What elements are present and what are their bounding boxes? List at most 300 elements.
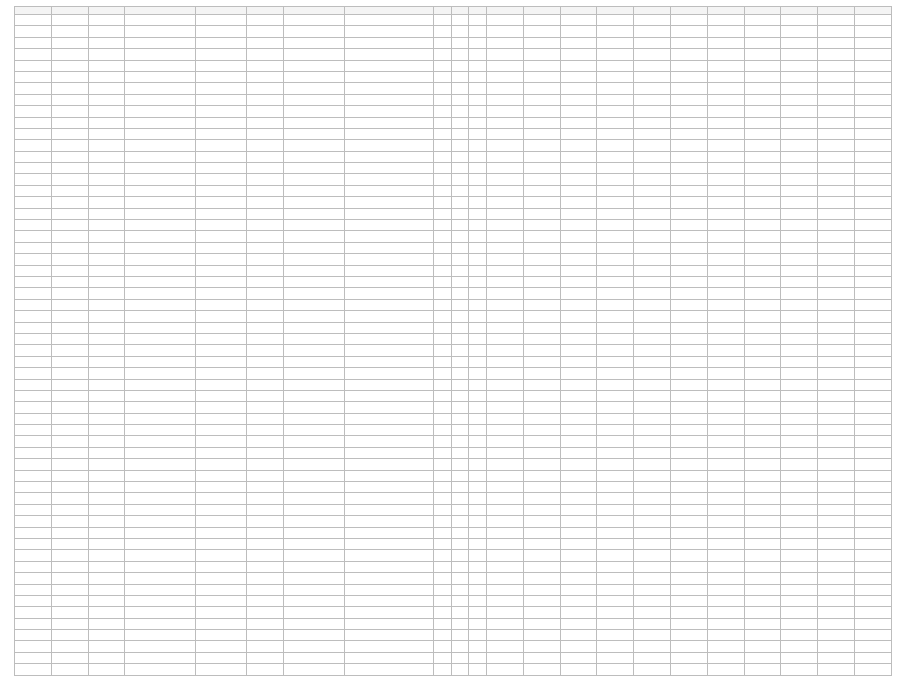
table-cell — [195, 265, 246, 276]
table-cell — [597, 254, 634, 265]
table-cell — [560, 254, 597, 265]
table-cell — [781, 220, 818, 231]
table-cell — [560, 459, 597, 470]
table-cell — [451, 117, 469, 128]
table-cell — [88, 436, 125, 447]
table-cell — [451, 128, 469, 139]
table-row — [15, 60, 892, 71]
table-cell — [246, 288, 283, 299]
table-cell — [246, 527, 283, 538]
table-cell — [88, 311, 125, 322]
table-cell — [344, 185, 434, 196]
table-cell — [818, 174, 855, 185]
table-cell — [744, 482, 781, 493]
table-cell — [744, 174, 781, 185]
table-cell — [597, 527, 634, 538]
table-cell — [51, 83, 88, 94]
table-cell — [818, 60, 855, 71]
table-cell — [818, 550, 855, 561]
table-cell — [195, 447, 246, 458]
column-header — [344, 7, 434, 15]
table-cell — [855, 379, 892, 390]
table-cell — [125, 345, 195, 356]
table-cell — [88, 299, 125, 310]
table-cell — [125, 607, 195, 618]
table-cell — [451, 311, 469, 322]
table-row — [15, 163, 892, 174]
table-cell — [469, 584, 487, 595]
table-row — [15, 345, 892, 356]
table-cell — [597, 618, 634, 629]
table-cell — [560, 368, 597, 379]
table-cell — [88, 288, 125, 299]
table-row — [15, 402, 892, 413]
table-cell — [634, 425, 671, 436]
table-cell — [283, 254, 344, 265]
table-cell — [15, 242, 52, 253]
table-cell — [634, 231, 671, 242]
table-cell — [15, 311, 52, 322]
table-row — [15, 299, 892, 310]
table-cell — [246, 276, 283, 287]
table-cell — [634, 15, 671, 26]
table-cell — [671, 106, 708, 117]
table-cell — [125, 356, 195, 367]
table-cell — [744, 573, 781, 584]
table-cell — [523, 163, 560, 174]
table-cell — [523, 356, 560, 367]
table-cell — [486, 390, 523, 401]
table-cell — [560, 83, 597, 94]
table-cell — [88, 333, 125, 344]
table-cell — [434, 390, 452, 401]
table-cell — [671, 174, 708, 185]
table-cell — [195, 299, 246, 310]
table-cell — [486, 265, 523, 276]
table-cell — [781, 368, 818, 379]
table-cell — [634, 584, 671, 595]
table-cell — [855, 265, 892, 276]
table-cell — [434, 516, 452, 527]
table-cell — [51, 117, 88, 128]
table-cell — [597, 413, 634, 424]
table-cell — [88, 504, 125, 515]
table-cell — [195, 106, 246, 117]
table-cell — [486, 482, 523, 493]
table-cell — [195, 49, 246, 60]
table-cell — [344, 538, 434, 549]
table-cell — [818, 185, 855, 196]
table-cell — [125, 242, 195, 253]
table-cell — [344, 641, 434, 652]
table-cell — [560, 276, 597, 287]
table-cell — [781, 71, 818, 82]
table-cell — [434, 71, 452, 82]
table-cell — [469, 151, 487, 162]
table-cell — [51, 516, 88, 527]
table-cell — [634, 413, 671, 424]
table-cell — [344, 151, 434, 162]
table-cell — [744, 607, 781, 618]
table-cell — [451, 652, 469, 663]
table-row — [15, 368, 892, 379]
table-cell — [283, 504, 344, 515]
table-cell — [344, 436, 434, 447]
table-cell — [523, 584, 560, 595]
table-cell — [88, 117, 125, 128]
table-cell — [283, 60, 344, 71]
table-cell — [634, 151, 671, 162]
table-cell — [523, 470, 560, 481]
table-cell — [523, 436, 560, 447]
table-cell — [523, 117, 560, 128]
table-cell — [707, 459, 744, 470]
table-cell — [51, 413, 88, 424]
table-cell — [634, 60, 671, 71]
table-cell — [818, 573, 855, 584]
table-cell — [523, 15, 560, 26]
table-cell — [781, 595, 818, 606]
table-cell — [486, 527, 523, 538]
table-cell — [597, 174, 634, 185]
table-row — [15, 117, 892, 128]
table-cell — [451, 402, 469, 413]
table-cell — [597, 470, 634, 481]
table-cell — [125, 652, 195, 663]
table-cell — [486, 197, 523, 208]
table-cell — [246, 106, 283, 117]
table-cell — [818, 482, 855, 493]
table-cell — [344, 482, 434, 493]
table-cell — [634, 333, 671, 344]
table-cell — [671, 94, 708, 105]
table-cell — [51, 447, 88, 458]
table-cell — [707, 573, 744, 584]
table-cell — [855, 402, 892, 413]
table-cell — [671, 242, 708, 253]
table-cell — [486, 413, 523, 424]
table-cell — [781, 140, 818, 151]
table-cell — [486, 106, 523, 117]
table-cell — [707, 276, 744, 287]
table-cell — [195, 83, 246, 94]
column-header — [560, 7, 597, 15]
table-cell — [125, 174, 195, 185]
table-cell — [434, 504, 452, 515]
table-cell — [486, 516, 523, 527]
table-cell — [125, 220, 195, 231]
table-cell — [523, 140, 560, 151]
table-cell — [523, 26, 560, 37]
table-cell — [283, 197, 344, 208]
table-cell — [344, 117, 434, 128]
table-cell — [707, 333, 744, 344]
table-cell — [486, 208, 523, 219]
table-cell — [283, 356, 344, 367]
table-cell — [781, 345, 818, 356]
table-cell — [560, 333, 597, 344]
table-cell — [15, 117, 52, 128]
table-cell — [634, 185, 671, 196]
table-cell — [434, 425, 452, 436]
table-cell — [434, 288, 452, 299]
table-cell — [744, 151, 781, 162]
table-cell — [15, 49, 52, 60]
table-cell — [451, 482, 469, 493]
table-cell — [523, 208, 560, 219]
table-cell — [818, 94, 855, 105]
table-cell — [246, 493, 283, 504]
table-cell — [597, 447, 634, 458]
table-cell — [88, 368, 125, 379]
table-cell — [434, 106, 452, 117]
table-cell — [195, 459, 246, 470]
table-row — [15, 128, 892, 139]
table-cell — [744, 15, 781, 26]
table-cell — [855, 220, 892, 231]
table-row — [15, 254, 892, 265]
table-cell — [88, 447, 125, 458]
table-cell — [744, 288, 781, 299]
table-cell — [781, 425, 818, 436]
table-cell — [15, 299, 52, 310]
table-cell — [51, 630, 88, 641]
table-cell — [88, 163, 125, 174]
table-cell — [744, 470, 781, 481]
table-cell — [855, 425, 892, 436]
table-cell — [451, 413, 469, 424]
table-cell — [671, 652, 708, 663]
table-cell — [744, 356, 781, 367]
table-cell — [15, 538, 52, 549]
table-cell — [523, 174, 560, 185]
table-cell — [51, 151, 88, 162]
table-cell — [855, 311, 892, 322]
table-cell — [88, 664, 125, 675]
table-cell — [469, 117, 487, 128]
table-cell — [560, 151, 597, 162]
table-cell — [486, 470, 523, 481]
table-cell — [781, 197, 818, 208]
table-cell — [246, 538, 283, 549]
table-cell — [560, 618, 597, 629]
table-cell — [451, 561, 469, 572]
table-cell — [560, 573, 597, 584]
table-cell — [88, 527, 125, 538]
table-row — [15, 288, 892, 299]
table-cell — [486, 664, 523, 675]
table-cell — [246, 60, 283, 71]
table-cell — [560, 242, 597, 253]
table-cell — [125, 538, 195, 549]
table-cell — [634, 652, 671, 663]
table-cell — [597, 379, 634, 390]
table-cell — [195, 140, 246, 151]
table-cell — [707, 527, 744, 538]
table-cell — [15, 345, 52, 356]
table-cell — [855, 573, 892, 584]
table-cell — [486, 94, 523, 105]
table-cell — [51, 94, 88, 105]
table-cell — [469, 550, 487, 561]
table-cell — [523, 60, 560, 71]
table-cell — [523, 83, 560, 94]
table-cell — [781, 447, 818, 458]
table-cell — [469, 356, 487, 367]
table-cell — [51, 231, 88, 242]
table-cell — [434, 561, 452, 572]
table-cell — [486, 83, 523, 94]
table-cell — [451, 106, 469, 117]
table-cell — [818, 333, 855, 344]
table-cell — [451, 185, 469, 196]
table-cell — [344, 322, 434, 333]
table-cell — [434, 641, 452, 652]
table-cell — [195, 664, 246, 675]
table-cell — [781, 26, 818, 37]
table-row — [15, 573, 892, 584]
table-cell — [283, 185, 344, 196]
table-row — [15, 220, 892, 231]
table-row — [15, 333, 892, 344]
table-cell — [486, 345, 523, 356]
table-cell — [560, 49, 597, 60]
table-cell — [88, 197, 125, 208]
table-cell — [818, 447, 855, 458]
table-cell — [560, 299, 597, 310]
table-cell — [486, 504, 523, 515]
table-cell — [523, 573, 560, 584]
table-cell — [523, 197, 560, 208]
table-cell — [671, 550, 708, 561]
table-cell — [15, 220, 52, 231]
table-cell — [246, 390, 283, 401]
table-cell — [744, 618, 781, 629]
table-cell — [125, 459, 195, 470]
table-cell — [744, 94, 781, 105]
table-cell — [283, 83, 344, 94]
table-cell — [523, 128, 560, 139]
table-cell — [344, 493, 434, 504]
table-cell — [486, 49, 523, 60]
table-cell — [855, 37, 892, 48]
table-cell — [634, 163, 671, 174]
table-cell — [781, 413, 818, 424]
table-cell — [15, 413, 52, 424]
table-cell — [344, 128, 434, 139]
table-cell — [283, 299, 344, 310]
table-cell — [246, 470, 283, 481]
table-cell — [671, 379, 708, 390]
table-cell — [15, 618, 52, 629]
table-cell — [671, 128, 708, 139]
table-cell — [469, 322, 487, 333]
table-cell — [634, 322, 671, 333]
table-cell — [344, 607, 434, 618]
table-cell — [744, 630, 781, 641]
table-cell — [125, 128, 195, 139]
table-row — [15, 208, 892, 219]
table-cell — [818, 641, 855, 652]
table-cell — [15, 26, 52, 37]
table-cell — [344, 288, 434, 299]
table-cell — [469, 618, 487, 629]
table-cell — [707, 584, 744, 595]
table-cell — [434, 538, 452, 549]
table-cell — [15, 390, 52, 401]
table-cell — [344, 311, 434, 322]
table-cell — [560, 117, 597, 128]
table-cell — [671, 390, 708, 401]
table-cell — [744, 447, 781, 458]
table-cell — [560, 493, 597, 504]
table-cell — [560, 595, 597, 606]
table-cell — [744, 436, 781, 447]
table-cell — [344, 276, 434, 287]
table-cell — [597, 550, 634, 561]
table-cell — [51, 538, 88, 549]
table-cell — [195, 618, 246, 629]
table-cell — [855, 140, 892, 151]
table-cell — [486, 220, 523, 231]
table-cell — [634, 345, 671, 356]
table-cell — [125, 26, 195, 37]
table-row — [15, 322, 892, 333]
table-cell — [283, 163, 344, 174]
table-cell — [283, 94, 344, 105]
table-cell — [51, 288, 88, 299]
table-cell — [486, 436, 523, 447]
table-cell — [560, 128, 597, 139]
table-cell — [486, 185, 523, 196]
table-cell — [15, 368, 52, 379]
table-cell — [781, 83, 818, 94]
table-cell — [818, 561, 855, 572]
table-cell — [486, 174, 523, 185]
table-cell — [744, 333, 781, 344]
table-cell — [51, 322, 88, 333]
table-cell — [781, 607, 818, 618]
table-cell — [344, 618, 434, 629]
table-cell — [818, 595, 855, 606]
table-cell — [125, 664, 195, 675]
table-cell — [195, 208, 246, 219]
table-cell — [855, 390, 892, 401]
table-cell — [486, 322, 523, 333]
table-cell — [707, 197, 744, 208]
table-cell — [195, 276, 246, 287]
table-cell — [246, 185, 283, 196]
table-cell — [707, 94, 744, 105]
table-cell — [195, 527, 246, 538]
table-cell — [671, 288, 708, 299]
table-cell — [818, 276, 855, 287]
table-cell — [597, 242, 634, 253]
table-cell — [88, 208, 125, 219]
table-cell — [51, 595, 88, 606]
table-cell — [195, 231, 246, 242]
table-cell — [597, 584, 634, 595]
table-cell — [560, 447, 597, 458]
table-cell — [344, 413, 434, 424]
table-cell — [707, 185, 744, 196]
table-cell — [744, 425, 781, 436]
table-cell — [15, 436, 52, 447]
table-cell — [781, 459, 818, 470]
table-cell — [451, 664, 469, 675]
table-cell — [781, 185, 818, 196]
table-cell — [195, 174, 246, 185]
